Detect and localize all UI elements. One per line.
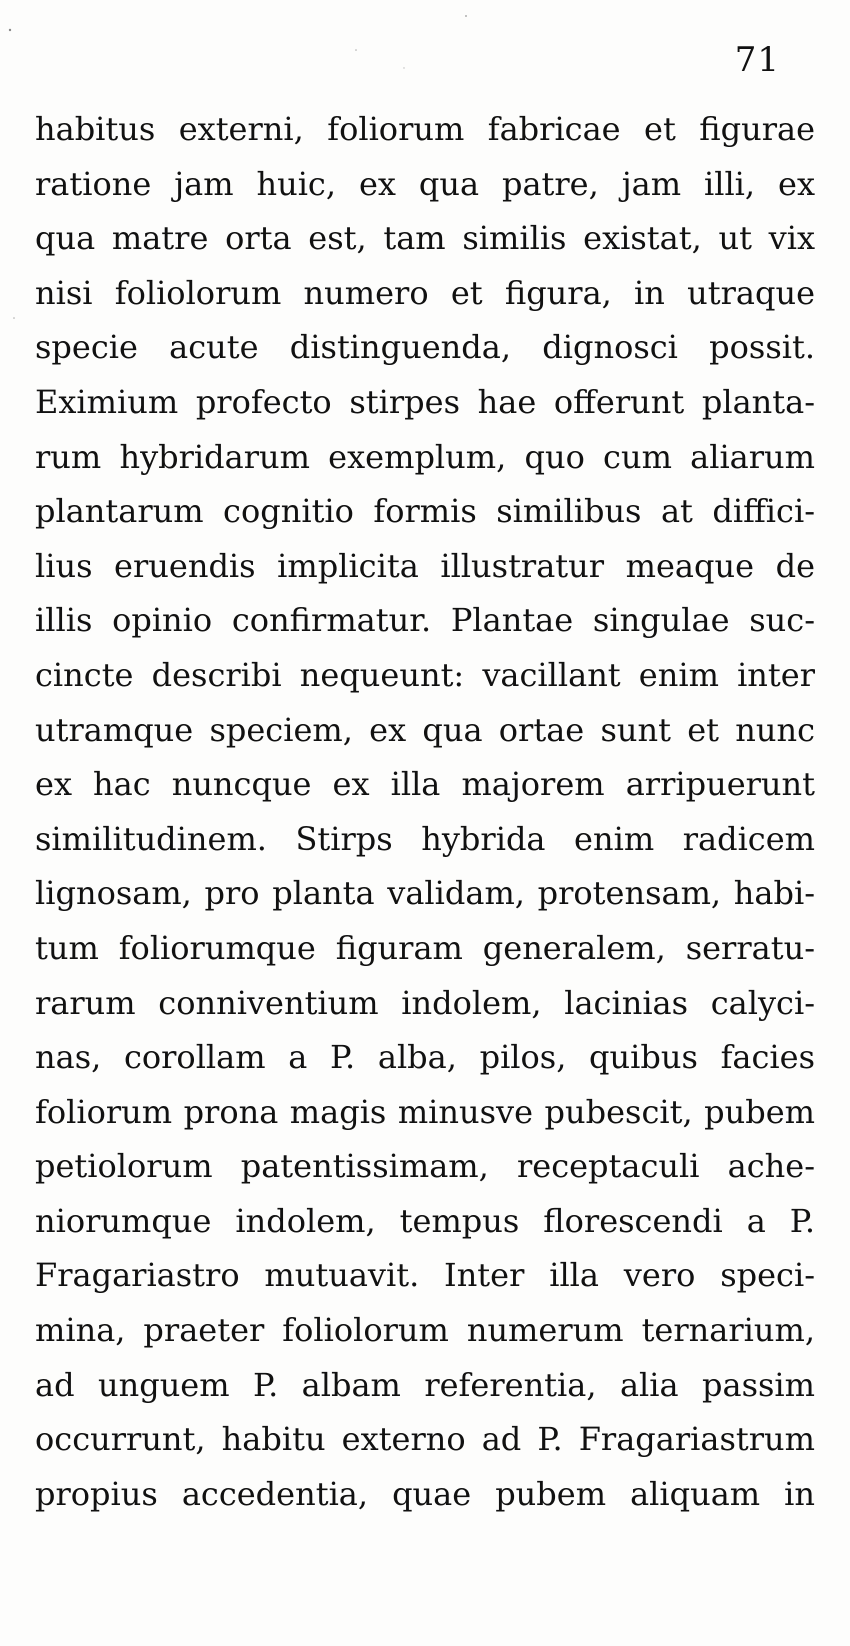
text-line: mina, praeter foliolorum numerum ternarium, [35,1311,815,1350]
text-line: qua matre orta est, tam similis existat, ut vix [35,219,815,258]
text-line: illis opinio confirmatur. Plantae singulae suc- [35,601,815,640]
text-line: lignosam, pro planta validam, protensam, habi- [35,874,815,913]
text-line: nas, corollam a P. alba, pilos, quibus facies [35,1038,815,1077]
text-line: foliorum prona magis minusve pubescit, pubem [35,1092,815,1131]
text-line: Fragariastro mutuavit. Inter illa vero speci- [35,1256,815,1295]
text-line: ex hac nuncque ex illa majorem arripuerunt [35,765,815,804]
text-line: nisi foliolorum numero et figura, in utraque [35,273,815,312]
body-text [35,102,815,1521]
text-line: habitus externi, foliorum fabricae et figurae [35,110,815,148]
text-line: niorumque indolem, tempus florescendi a P. [35,1201,815,1240]
text-line: occurrunt, habitu externo ad P. Fragariastrum [35,1420,815,1459]
text-line: petiolorum patentissimam, receptaculi ache- [35,1147,815,1186]
text-line: cincte describi nequeunt: vacillant enim inter [35,655,815,694]
page-number: 71 [734,40,780,80]
text-line: ratione jam huic, ex qua patre, jam illi, ex [35,164,815,203]
text-line: ad unguem P. albam referentia, alia passim [35,1365,815,1404]
text-line: Eximium profecto stirpes hae offerunt planta- [35,382,815,421]
text-line: rum hybridarum exemplum, quo cum aliarum [35,437,815,476]
text-line: plantarum cognitio formis similibus at diffici- [35,492,815,531]
text-line: utramque speciem, ex qua ortae sunt et nunc [35,710,815,749]
text-line: similitudinem. Stirps hybrida enim radicem [35,819,815,858]
text-line: rarum conniventium indolem, lacinias calyci- [35,983,815,1022]
text-line: lius eruendis implicita illustratur meaque de [35,546,815,585]
text-line: propius accedentia, quae pubem aliquam in [35,1474,815,1513]
text-line: tum foliorumque figuram generalem, serratu- [35,928,815,967]
text-line: specie acute distinguenda, dignosci possit. [35,328,815,367]
